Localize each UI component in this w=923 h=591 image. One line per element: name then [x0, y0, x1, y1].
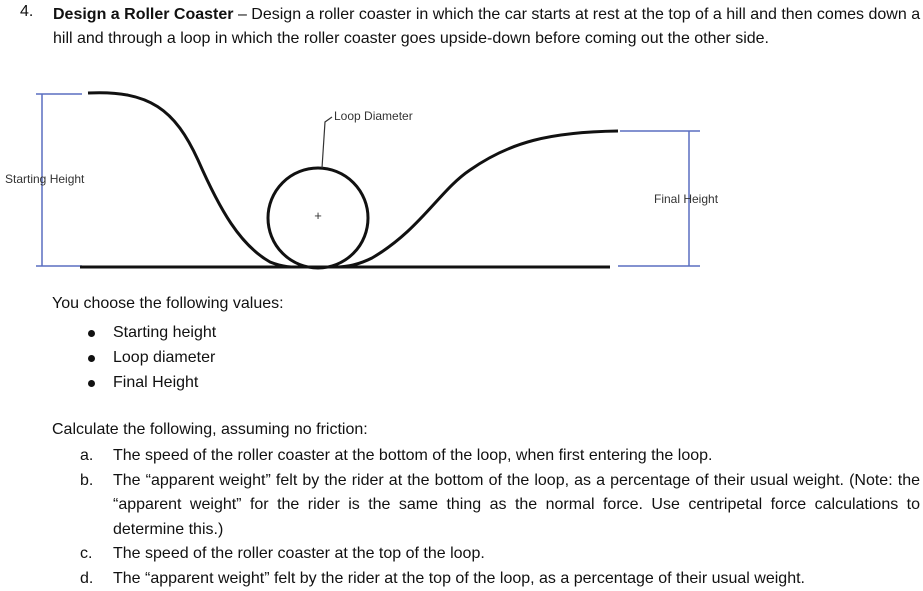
list-item [80, 469, 920, 543]
calculate-intro: Calculate the following, assuming no friction: [52, 421, 368, 439]
bullet-icon [88, 355, 95, 362]
list-item [80, 567, 920, 591]
item-text: The “apparent weight” felt by the rider at the top of the loop, as a percentage of their usual weight. [113, 567, 920, 591]
item-text: The speed of the roller coaster at the bottom of the loop, when first entering the loop. [113, 444, 920, 469]
diagram-drawing [0, 80, 923, 280]
list-item [80, 542, 920, 567]
bullet-icon [88, 330, 95, 337]
list-item-text: Starting height [113, 321, 216, 345]
loop-center-mark: + [314, 208, 322, 223]
list-item-text: Final Height [113, 371, 198, 395]
problem-number: 4. [20, 3, 33, 21]
item-letter: c. [80, 542, 92, 567]
bullet-icon [88, 380, 95, 387]
track-exit-hill [336, 131, 618, 267]
track-start-hill [88, 93, 300, 267]
item-letter: b. [80, 469, 93, 494]
roller-coaster-diagram [0, 80, 923, 280]
list-item-text: Loop diameter [113, 346, 215, 370]
problem-title: Design a Roller Coaster [53, 6, 234, 23]
list-item [80, 444, 920, 469]
calculate-list [80, 444, 920, 591]
item-text: The speed of the roller coaster at the top of the loop. [113, 542, 920, 567]
starting-height-label: Starting Height [5, 172, 84, 186]
item-letter: a. [80, 444, 93, 469]
problem-statement [53, 3, 921, 51]
loop-diameter-label: Loop Diameter [334, 109, 413, 123]
title-separator: – [234, 6, 252, 23]
item-letter: d. [80, 567, 93, 591]
final-height-label: Final Height [654, 192, 718, 206]
item-text: The “apparent weight” felt by the rider at the bottom of the loop, as a percentage of their usual weight. (Note: the “apparent weight” for the rider is the same thing as the normal force. Use centripetal force calculations to determine this.) [113, 469, 920, 543]
loop-diameter-leader [322, 117, 332, 168]
choose-intro: You choose the following values: [52, 295, 284, 313]
problem-description: Design a roller coaster in which the car starts at rest at the top of a hill and then comes down a hill and through a loop in which the roller coaster goes upside-down before coming out the other side. [53, 6, 920, 47]
